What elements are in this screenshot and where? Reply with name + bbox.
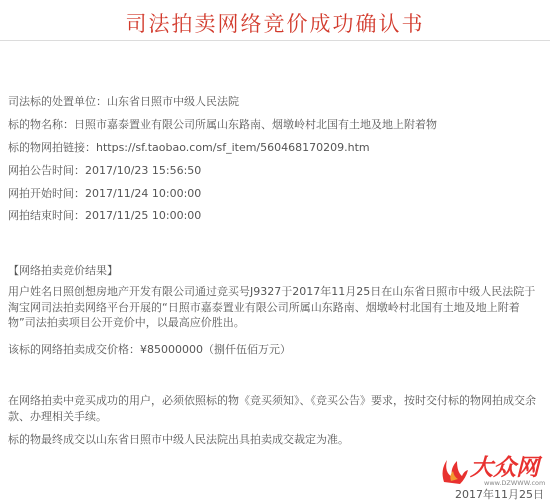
final-note-line: 标的物最终成交以山东省日照市中级人民法院出具拍卖成交裁定为准。	[8, 433, 349, 446]
result-paragraph: 用户姓名日照创想房地产开发有限公司通过竞买号J9327于2017年11月25日在山东省日照市中级人民法院于淘宝网司法拍卖网络平台开展的“日照市嘉泰置业有限公司所属山东路南、烟墩岭村北国有土地及地上附着物”司法拍卖项目公开竞价中，以最高应价胜出。	[8, 285, 536, 329]
logo-brand-text: 大众网	[470, 455, 539, 481]
item-name-line: 标的物名称：日照市嘉泰置业有限公司所属山东路南、烟墩岭村北国有土地及地上附着物	[8, 118, 437, 131]
price-line: 该标的网络拍卖成交价格：¥85000000（捌仟伍佰万元）	[8, 343, 291, 356]
dazhong-logo	[438, 446, 548, 488]
result-heading: 【网络拍卖竞价结果】	[8, 264, 118, 277]
notice-paragraph: 在网络拍卖中竞买成功的用户，必须依照标的物《竞买须知》、《竞买公告》要求，按时交付标的物网拍成交余款、办理相关手续。	[8, 394, 536, 423]
document-date: 2017年11月25日	[455, 488, 544, 501]
end-time-line: 网拍结束时间：2017/11/25 10:00:00	[8, 209, 202, 222]
announce-time-line: 网拍公告时间：2017/10/23 15:56:50	[8, 164, 202, 177]
document-title: 司法拍卖网络竞价成功确认书	[125, 12, 425, 36]
title-divider	[0, 40, 550, 41]
start-time-line: 网拍开始时间：2017/11/24 10:00:00	[8, 187, 202, 200]
logo-url-text: www.DZWWW.com	[484, 479, 546, 487]
auction-link-line: 标的物网拍链接：https://sf.taobao.com/sf_item/560468170209.htm	[8, 141, 370, 154]
disposal-unit-line: 司法标的处置单位：山东省日照市中级人民法院	[8, 95, 239, 108]
